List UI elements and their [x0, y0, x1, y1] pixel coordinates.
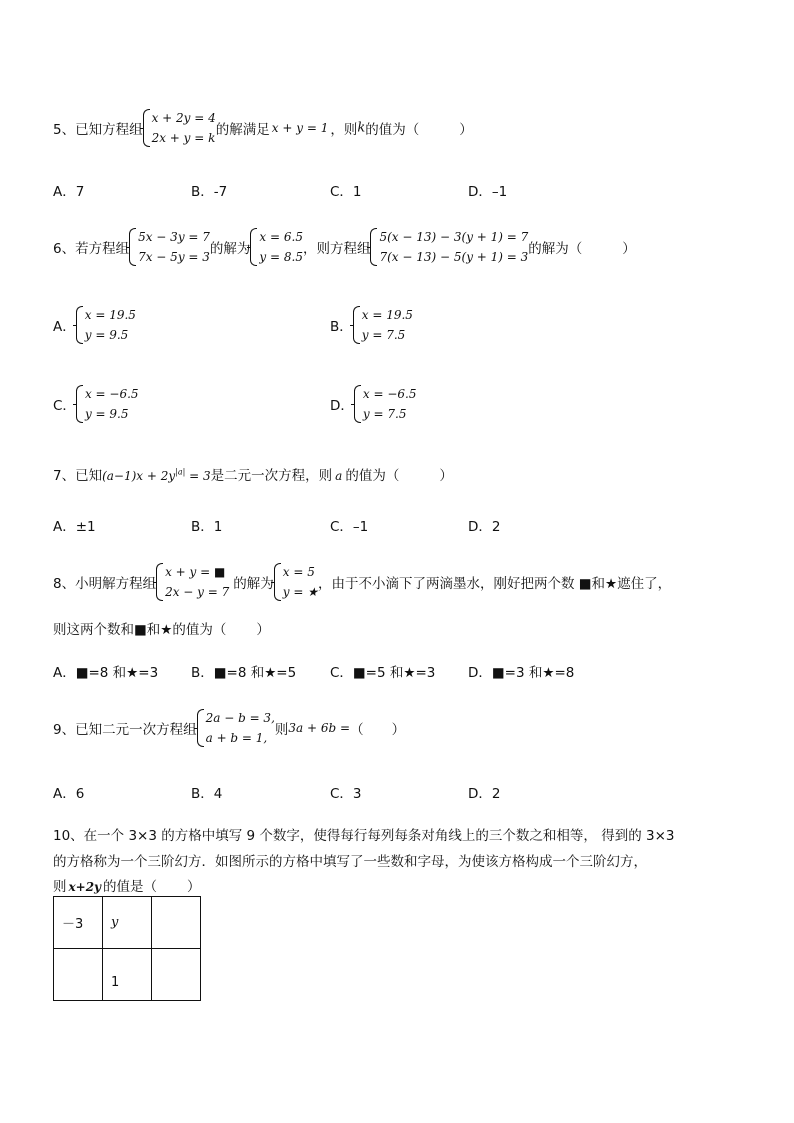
- q5-equation-system: [143, 108, 216, 148]
- q8-mid1: 的解为: [233, 576, 274, 592]
- q6-mid1: 的解为: [209, 241, 251, 257]
- q7-tail: 的值为（: [345, 468, 400, 484]
- question-6-stem: [53, 227, 636, 267]
- q6-option-a-y: y = 9.5: [84, 328, 129, 342]
- q5-eq-1: x + 2y = 4: [151, 111, 216, 125]
- grid-cell: [152, 897, 201, 949]
- q6-tail: 的解为（: [528, 241, 583, 257]
- q6-option-a-x: x = 19.5: [84, 308, 136, 322]
- q10-line-3: [53, 875, 201, 895]
- q9-expression: 3a + 6b =: [288, 721, 351, 735]
- q8-equation-system: [156, 562, 229, 602]
- q5-option-b: B．-7: [191, 184, 228, 200]
- q8-line2-text: 则这两个数和■和★的值为（: [53, 622, 227, 638]
- question-7-stem: [53, 464, 453, 484]
- q9-prefix: 9、已知二元一次方程组: [53, 722, 197, 738]
- q6-option-d-label: D．: [330, 398, 354, 414]
- q7-option-a: A．±1: [53, 519, 96, 535]
- q7-exponent: |a|: [175, 467, 186, 477]
- q6-mid2: ，则方程组: [302, 241, 371, 257]
- q8-sol-y: y = ★: [282, 585, 319, 599]
- q6-option-c-y: y = 9.5: [84, 407, 129, 421]
- q8-option-c: C．■=5 和★=3: [330, 665, 436, 681]
- q9-option-c: C．3: [330, 786, 362, 802]
- q10-line-1: 10、在一个 3×3 的方格中填写 9 个数字，使得每行每列每条对角线上的三个数之和相等， 得到的 3×3: [53, 828, 675, 844]
- q9-tail: （: [350, 722, 364, 738]
- q9-eq-1: 2a − b = 3,: [205, 711, 275, 725]
- q9-option-a: A．6: [53, 786, 85, 802]
- q6-option-d: [330, 384, 417, 424]
- grid-cell: [103, 897, 152, 949]
- q9-equation-system: [197, 708, 275, 748]
- q6-option-b-x: x = 19.5: [361, 308, 413, 322]
- q5-option-d: D．–1: [468, 184, 508, 200]
- q7-option-d: D．2: [468, 519, 501, 535]
- q5-condition: x + y = 1: [271, 121, 329, 135]
- q5-eq-2: 2x + y = k: [151, 131, 216, 145]
- q6-option-d-y: y = 7.5: [362, 407, 407, 421]
- q8-solution-system: [274, 562, 318, 602]
- q7-close: ）: [439, 468, 453, 484]
- q8-line-2: [53, 618, 270, 638]
- q6-option-c-label: C．: [53, 398, 76, 414]
- grid-cell: [103, 949, 152, 1001]
- q7-option-b: B．1: [191, 519, 223, 535]
- grid-cell-value: y: [111, 915, 119, 930]
- q5-prefix: 5、已知方程组: [53, 122, 143, 138]
- q8-sol-x: x = 5: [282, 565, 315, 579]
- q10-line-2: 的方格称为一个三阶幻方．如图所示的方格中填写了一些数和字母，为使该方格构成一个三阶幻方，: [53, 854, 647, 870]
- q6-option-c-system: [76, 384, 139, 424]
- q6-sys2-eq-2: y = 8.5: [259, 250, 303, 264]
- q6-close: ）: [622, 241, 636, 257]
- q8-close: ）: [256, 622, 270, 638]
- question-9-stem: [53, 708, 405, 748]
- q9-option-d: D．2: [468, 786, 501, 802]
- q6-sys3-eq-2: 7(x − 13) − 5(y + 1) = 3: [379, 250, 529, 264]
- q6-sys1-eq-2: 7x − 5y = 3: [138, 250, 210, 264]
- q6-option-c: [53, 384, 139, 424]
- q6-option-b-system: [353, 305, 413, 345]
- q6-equation-system-2: [370, 227, 528, 267]
- q6-option-d-x: x = −6.5: [362, 387, 417, 401]
- q10-close: ）: [187, 879, 201, 895]
- q6-sys2-eq-1: x = 6.5: [259, 230, 303, 244]
- q5-tail1: ，则: [330, 122, 358, 138]
- q9-mid: 则: [274, 722, 289, 738]
- q6-equation-system-1: [129, 227, 210, 267]
- magic-square-grid: [53, 896, 201, 1001]
- q6-sys1-eq-1: 5x − 3y = 7: [138, 230, 210, 244]
- q5-tail2: 的值为（: [365, 122, 420, 138]
- q8-option-a: A．■=8 和★=3: [53, 665, 159, 681]
- q9-eq-2: a + b = 1,: [205, 731, 268, 745]
- q8-option-b: B．■=8 和★=5: [191, 665, 297, 681]
- q6-solution-system: [250, 227, 303, 267]
- q9-option-b: B．4: [191, 786, 223, 802]
- q7-equals: = 3: [185, 469, 211, 483]
- q8-eq-2: 2x − y = 7: [165, 585, 230, 599]
- q5-option-c: C．1: [330, 184, 362, 200]
- q5-close: ）: [459, 122, 473, 138]
- q6-option-a: [53, 305, 136, 345]
- q6-option-b-label: B．: [330, 319, 353, 335]
- q6-sys3-eq-1: 5(x − 13) − 3(y + 1) = 7: [379, 230, 529, 244]
- q8-eq-1: x + y = ■: [165, 565, 226, 579]
- q8-option-d: D．■=3 和★=8: [468, 665, 575, 681]
- q6-prefix: 6、若方程组: [53, 241, 130, 257]
- q10-expression: x+2y: [68, 880, 102, 894]
- q7-option-c: C．–1: [330, 519, 369, 535]
- q7-prefix: 7、已知: [53, 468, 103, 484]
- q8-prefix: 8、小明解方程组: [53, 576, 157, 592]
- q6-option-a-system: [76, 305, 136, 345]
- q9-close: ）: [391, 722, 406, 738]
- q6-option-b-y: y = 7.5: [361, 328, 406, 342]
- grid-cell-value: －3: [62, 917, 84, 932]
- grid-cell-value: 1: [111, 975, 120, 990]
- q7-expression: (a−1)x + 2y: [102, 469, 176, 483]
- q5-option-a: A．7: [53, 184, 85, 200]
- question-8-stem: [53, 562, 671, 602]
- q7-var: a: [335, 469, 343, 483]
- q8-line1-tail: ，由于不小滴下了两滴墨水，刚好把两个数 ■和★遮住了，: [318, 576, 672, 592]
- grid-cell: [54, 897, 103, 949]
- q10-line3-tail: 的值是（: [103, 879, 158, 895]
- q6-option-a-label: A．: [53, 319, 76, 335]
- grid-row: [54, 949, 201, 1001]
- grid-cell: [54, 949, 103, 1001]
- q5-mid: 的解满足: [215, 122, 270, 138]
- question-5-stem: [53, 108, 473, 148]
- grid-cell: [152, 949, 201, 1001]
- q6-option-b: [330, 305, 413, 345]
- grid-row: [54, 897, 201, 949]
- q6-option-c-x: x = −6.5: [84, 387, 139, 401]
- q5-var: k: [357, 120, 366, 136]
- q6-option-d-system: [354, 384, 417, 424]
- q10-line3-pre: 则: [53, 879, 67, 895]
- q7-mid: 是二元一次方程，则: [210, 468, 333, 484]
